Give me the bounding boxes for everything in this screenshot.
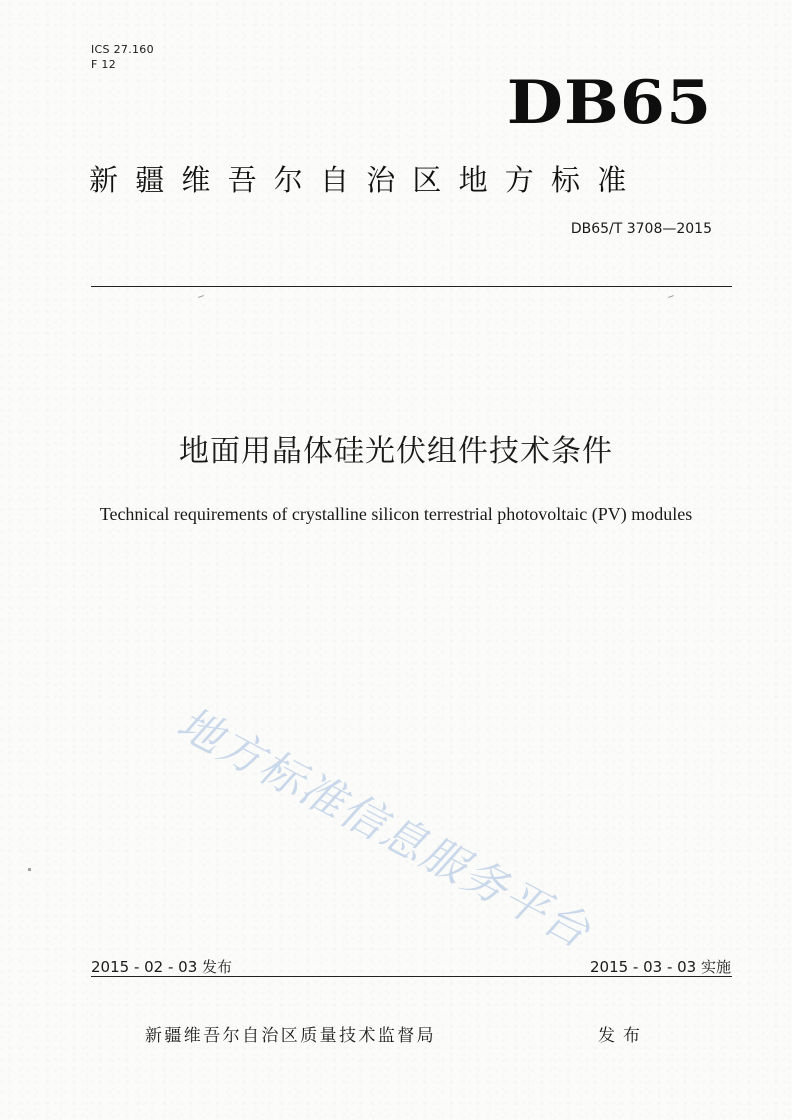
ics-code: ICS 27.160	[91, 43, 154, 56]
standard-category-title: 新疆维吾尔自治区地方标准	[89, 163, 644, 197]
document-title-english: Technical requirements of crystalline silicon terrestrial photovoltaic (PV) modules	[99, 504, 693, 524]
publisher-name: 新疆维吾尔自治区质量技术监督局	[145, 1026, 436, 1046]
classification-codes	[91, 42, 154, 72]
document-title-chinese: 地面用晶体硅光伏组件技术条件	[179, 434, 613, 469]
bottom-divider	[91, 976, 732, 977]
standard-logo: DB65	[506, 68, 712, 138]
issue-date: 2015 - 02 - 03 发布	[91, 958, 233, 976]
scan-speck	[668, 295, 674, 298]
top-divider	[91, 286, 732, 287]
standard-number: DB65/T 3708—2015	[570, 221, 712, 237]
implementation-date: 2015 - 03 - 03 实施	[589, 958, 731, 976]
publish-label: 发布	[598, 1026, 648, 1046]
scan-speck	[198, 295, 204, 298]
watermark: 地方标准信息服务平台	[168, 697, 599, 959]
ccs-code: F 12	[91, 58, 117, 71]
scan-speck	[28, 868, 31, 871]
